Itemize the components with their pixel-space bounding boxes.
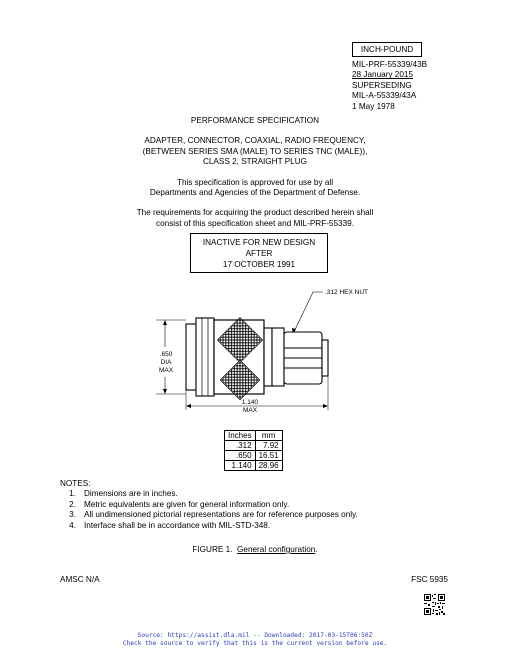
dia-label-3: MAX (158, 367, 174, 374)
title-line-2: (BETWEEN SERIES SMA (MALE) TO SERIES TNC (MALE)), (142, 146, 368, 156)
figure-title: General configuration (237, 545, 316, 554)
note-number: 4. (69, 520, 76, 530)
table-row (225, 441, 283, 451)
cell-inches: 1.140 (225, 461, 256, 471)
note-text: Dimensions are in inches. (84, 489, 178, 499)
note-number: 1. (69, 489, 76, 499)
cell-mm: 28.96 (255, 461, 282, 471)
notes-heading: NOTES: (60, 479, 91, 488)
inactive-line-3: 17 OCTOBER 1991 (222, 260, 296, 269)
qr-code-icon (424, 594, 445, 615)
note-text: Metric equivalents are given for general information only. (84, 499, 290, 509)
units-table (224, 430, 283, 471)
table-header-row (225, 431, 283, 441)
approval-line-2: Departments and Agencies of the Department of Defense. (149, 188, 361, 198)
requirements-line-2: consist of this specification sheet and MIL-PRF-55339. (156, 218, 354, 228)
cell-mm: 7.92 (255, 441, 282, 451)
table-row (225, 461, 283, 471)
inactive-line-1: INACTIVE FOR NEW DESIGN (202, 238, 316, 247)
cell-mm: 16.51 (255, 451, 282, 461)
source-footer (0, 632, 510, 648)
table-row (225, 451, 283, 461)
approval-line-1: This specification is approved for use by all (176, 177, 334, 187)
inactive-notice-box (190, 233, 328, 273)
note-text: Interface shall be in accordance with MIL-STD-348. (84, 520, 271, 530)
prior-doc-date: 1 May 1978 (352, 101, 395, 111)
figure-caption (0, 545, 510, 555)
note-item (60, 521, 358, 531)
note-number: 3. (69, 510, 76, 520)
doc-date: 28 January 2015 (352, 70, 413, 80)
requirements-line-1: The requirements for acquiring the product described herein shall (136, 208, 374, 218)
prior-doc-number: MIL-A-55339/43A (352, 91, 417, 101)
note-text: All undimensioned pictorial representations are for reference purposes only. (84, 510, 358, 520)
doc-number: MIL-PRF-55339/43B (352, 60, 428, 69)
footer-source-line: Source: https://assist.dla.mil -- Downloaded: 2017-03-15T06:50Z (137, 632, 373, 639)
footer-verify-line: Check the source to verify that this is the current version before use. (122, 640, 388, 647)
figure-label: FIGURE 1. (192, 545, 233, 554)
document-identifiers (352, 60, 427, 112)
length-label-1: 1.140 (241, 399, 259, 406)
notes-section (60, 479, 358, 531)
hex-leader-line (293, 292, 323, 334)
figure-period: . (315, 545, 318, 554)
inch-pound-box: INCH-POUND (352, 42, 422, 57)
amsc-label: AMSC N/A (60, 575, 100, 584)
length-label-2: MAX (242, 407, 258, 414)
header-inches: Inches (225, 431, 256, 441)
dia-label-1: .650 (159, 351, 173, 358)
title-block (0, 116, 510, 229)
title-line-1: ADAPTER, CONNECTOR, COAXIAL, RADIO FREQUENCY, (144, 136, 366, 146)
hex-nut-label: .312 HEX NUT (325, 289, 368, 296)
header-mm: mm (255, 431, 282, 441)
note-item (60, 510, 358, 520)
dia-label-2: DIA (160, 359, 172, 366)
title-line-3: CLASS 2, STRAIGHT PLUG (202, 157, 308, 167)
cell-inches: .650 (225, 451, 256, 461)
spec-type: PERFORMANCE SPECIFICATION (190, 116, 320, 125)
note-item (60, 489, 358, 499)
fsc-label: FSC 5935 (411, 575, 448, 584)
inactive-line-2: AFTER (245, 249, 273, 258)
superseding-label: SUPERSEDING (352, 80, 412, 90)
note-item (60, 500, 358, 510)
note-number: 2. (69, 499, 76, 509)
cell-inches: .312 (225, 441, 256, 451)
connector-drawing (150, 282, 390, 417)
connector-body (186, 318, 328, 396)
